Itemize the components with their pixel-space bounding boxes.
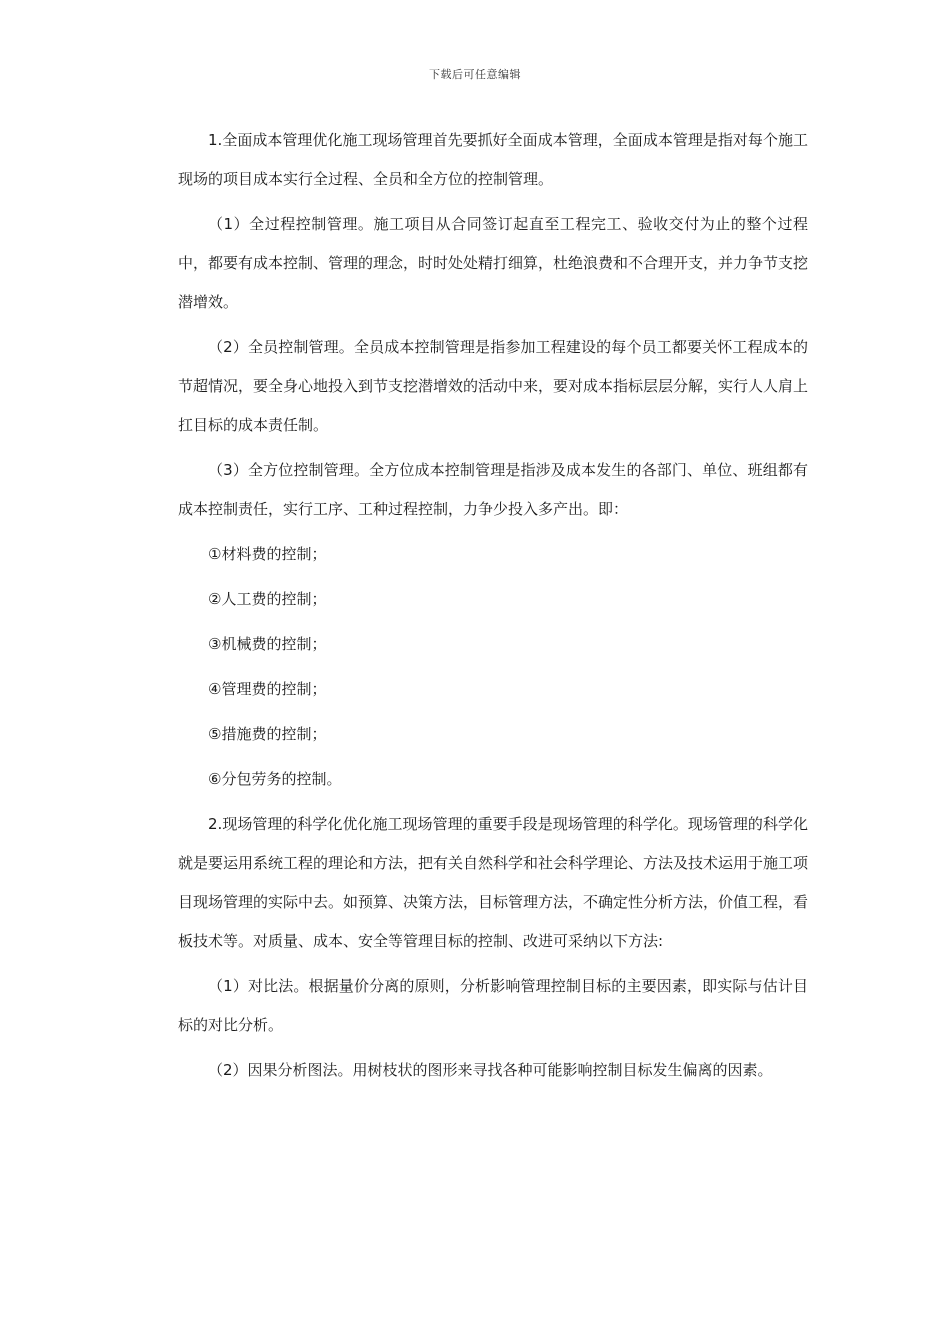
list-item-material-cost: ①材料费的控制； [208,545,327,563]
list-item-management-cost: ④管理费的控制； [208,680,327,698]
paragraph-all-staff-control: （2）全员控制管理。全员成本控制管理是指参加工程建设的每个员工都要关怀工程成本的节超情况，要全身心地投入到节支挖潜增效的活动中来，要对成本指标层层分解，实行人人肩上扛目标的成本责任制。 [178,338,809,434]
list-item-subcontract-labor: ⑥分包劳务的控制。 [208,770,342,788]
list-item-measures-cost: ⑤措施费的控制； [208,725,327,743]
document-body [178,121,808,1096]
paragraph-cause-effect-method: （2）因果分析图法。用树枝状的图形来寻找各种可能影响控制目标发生偏离的因素。 [208,1061,773,1079]
paragraph-all-round-control: （3）全方位控制管理。全方位成本控制管理是指涉及成本发生的各部门、单位、班组都有成本控制责任，实行工序、工种过程控制，力争少投入多产出。即： [178,461,808,518]
paragraph-scientific-management: 2.现场管理的科学化优化施工现场管理的重要手段是现场管理的科学化。现场管理的科学化就是要运用系统工程的理论和方法，把有关自然科学和社会科学理论、方法及技术运用于施工项目现场管理的实际中去。如预算、决策方法，目标管理方法，不确定性分析方法，价值工程，看板技术等。对质量、成本、安全等管理目标的控制、改进可采纳以下方法: [178,815,809,950]
page-header: 下载后可任意编辑 [429,68,521,81]
list-item-machinery-cost: ③机械费的控制； [208,635,327,653]
paragraph-total-cost-management: 1.全面成本管理优化施工现场管理首先要抓好全面成本管理，全面成本管理是指对每个施工现场的项目成本实行全过程、全员和全方位的控制管理。 [178,131,808,188]
paragraph-comparison-method: （1）对比法。根据量价分离的原则，分析影响管理控制目标的主要因素，即实际与估计目标的对比分析。 [178,977,808,1034]
paragraph-whole-process-control: （1）全过程控制管理。施工项目从合同签订起直至工程完工、验收交付为止的整个过程中，都要有成本控制、管理的理念，时时处处精打细算，杜绝浪费和不合理开支，并力争节支挖潜增效。 [178,215,809,311]
list-item-labor-cost: ②人工费的控制； [208,590,327,608]
